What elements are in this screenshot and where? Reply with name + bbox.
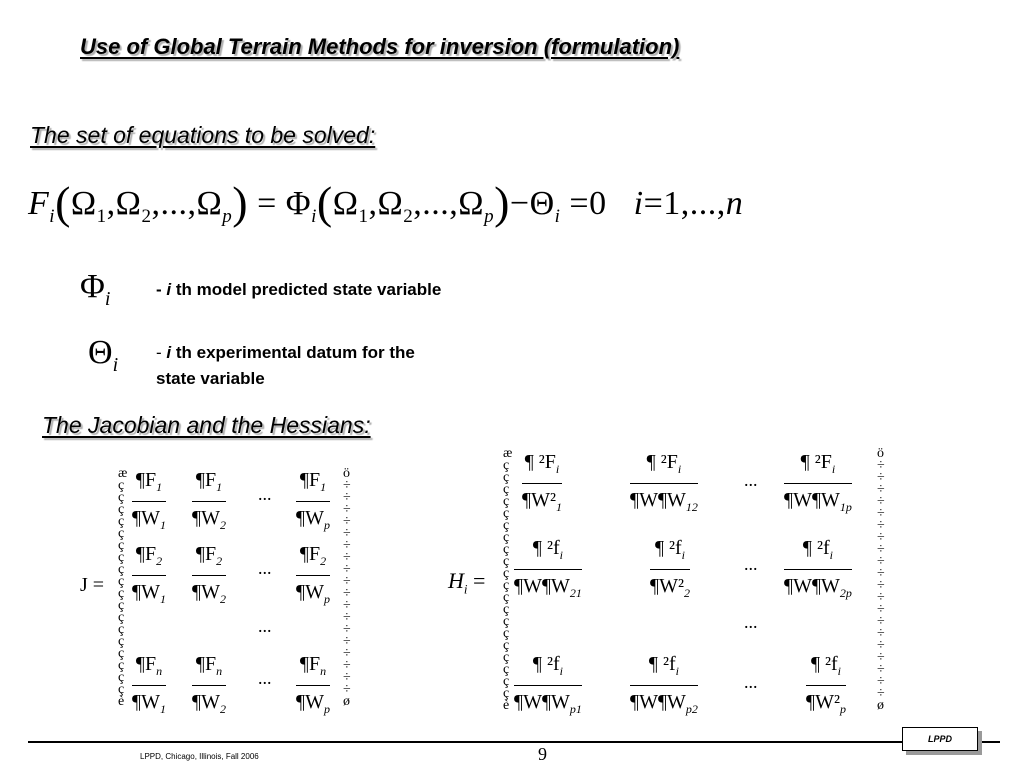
- jacobian-entry-2-2: $\frac{\P F_2}{\P W_2}$: [192, 543, 226, 606]
- jacobian-entry-n-p: $\frac{\P F_n}{\P W_p}$: [296, 653, 330, 716]
- jacobian-dots: ...: [258, 668, 272, 688]
- jacobian-entry-2-1: $\frac{\P F_2}{\P W_1}$: [132, 543, 166, 606]
- lppd-logo: LPPD: [902, 727, 978, 751]
- hessian-entry-p-p: $\frac{\P ^2f_i}{\P W^2_p}$: [806, 653, 846, 716]
- slide-title: Use of Global Terrain Methods for inversion (formulation): [80, 34, 680, 59]
- hessian-dots: ...: [744, 470, 758, 490]
- jacobian-entry-1-2: $\frac{\P F_1}{\P W_2}$: [192, 469, 226, 532]
- section-heading-jacobian: The Jacobian and the Hessians:: [42, 412, 371, 438]
- hessian-entry-1-1: $\frac{\P ^2F_i}{\P W^2_1}$: [522, 451, 562, 514]
- jacobian-label: J =: [80, 574, 105, 596]
- jacobian-entry-2-p: $\frac{\P F_2}{\P W_p}$: [296, 543, 330, 606]
- jacobian-dots: ...: [258, 616, 272, 636]
- hessian-entry-1-2: $\frac{\P ^2F_i}{\P W\P W_{12}}$: [630, 451, 698, 514]
- hessian-entry-2-1: $\frac{\P ^2f_i}{\P W\P W_{21}}$: [514, 537, 582, 600]
- footer-text: LPPD, Chicago, Illinois, Fall 2006: [140, 752, 259, 761]
- theta-symbol: $\Theta_i$: [88, 334, 119, 376]
- jacobian-dots: ...: [258, 558, 272, 578]
- jacobian-dots: ...: [258, 484, 272, 504]
- hessian-dots: ...: [744, 612, 758, 632]
- hessian-label: $H_i$ =: [448, 568, 486, 597]
- section-heading-equations: The set of equations to be solved:: [30, 122, 376, 148]
- hessian-dots: ...: [744, 672, 758, 692]
- hessian-entry-p-2: $\frac{\P ^2f_i}{\P W\P W_{p2}}$: [630, 653, 698, 716]
- jacobian-left-bracket: æ ç ç ç ç ç ç ç ç ç ç ç ç ç ç ç ç ç ç è: [118, 466, 128, 709]
- hessian-dots: ...: [744, 554, 758, 574]
- hessian-entry-2-p: $\frac{\P ^2f_i}{\P W\P W_{2p}}$: [784, 537, 852, 600]
- jacobian-right-bracket: ö ÷ ÷ ÷ ÷ ÷ ÷ ÷ ÷ ÷ ÷ ÷ ÷ ÷ ÷ ÷ ÷ ÷ ÷ ø: [343, 466, 351, 709]
- hessian-left-bracket: æ ç ç ç ç ç ç ç ç ç ç ç ç ç ç ç ç ç ç ç ç è: [503, 446, 513, 713]
- phi-symbol: $\Phi_i$: [80, 268, 111, 310]
- main-equation: $F_i(\Omega_1,\Omega_2,...,\Omega_p) = \Phi_i(\Omega_1,\Omega_2,...,\Omega_p)-\Theta_i =0$ i=1,...,n: [28, 177, 744, 228]
- jacobian-entry-n-1: $\frac{\P F_n}{\P W_1}$: [132, 653, 166, 716]
- hessian-entry-2-2: $\frac{\P ^2f_i}{\P W^2_2}$: [650, 537, 690, 600]
- phi-description: - i th model predicted state variable: [156, 280, 442, 299]
- footer-divider: [28, 741, 1000, 743]
- page-number: 9: [538, 744, 547, 764]
- jacobian-entry-1-p: $\frac{\P F_1}{\P W_p}$: [296, 469, 330, 532]
- hessian-entry-1-p: $\frac{\P ^2F_i}{\P W\P W_{1p}}$: [784, 451, 852, 514]
- jacobian-entry-n-2: $\frac{\P F_n}{\P W_2}$: [192, 653, 226, 716]
- jacobian-entry-1-1: $\frac{\P F_1}{\P W_1}$: [132, 469, 166, 532]
- hessian-entry-p-1: $\frac{\P ^2f_i}{\P W\P W_{p1}}$: [514, 653, 582, 716]
- hessian-right-bracket: ö ÷ ÷ ÷ ÷ ÷ ÷ ÷ ÷ ÷ ÷ ÷ ÷ ÷ ÷ ÷ ÷ ÷ ÷ ÷ ÷ ø: [877, 446, 885, 713]
- theta-description: - i th experimental datum for the state variable: [156, 343, 415, 388]
